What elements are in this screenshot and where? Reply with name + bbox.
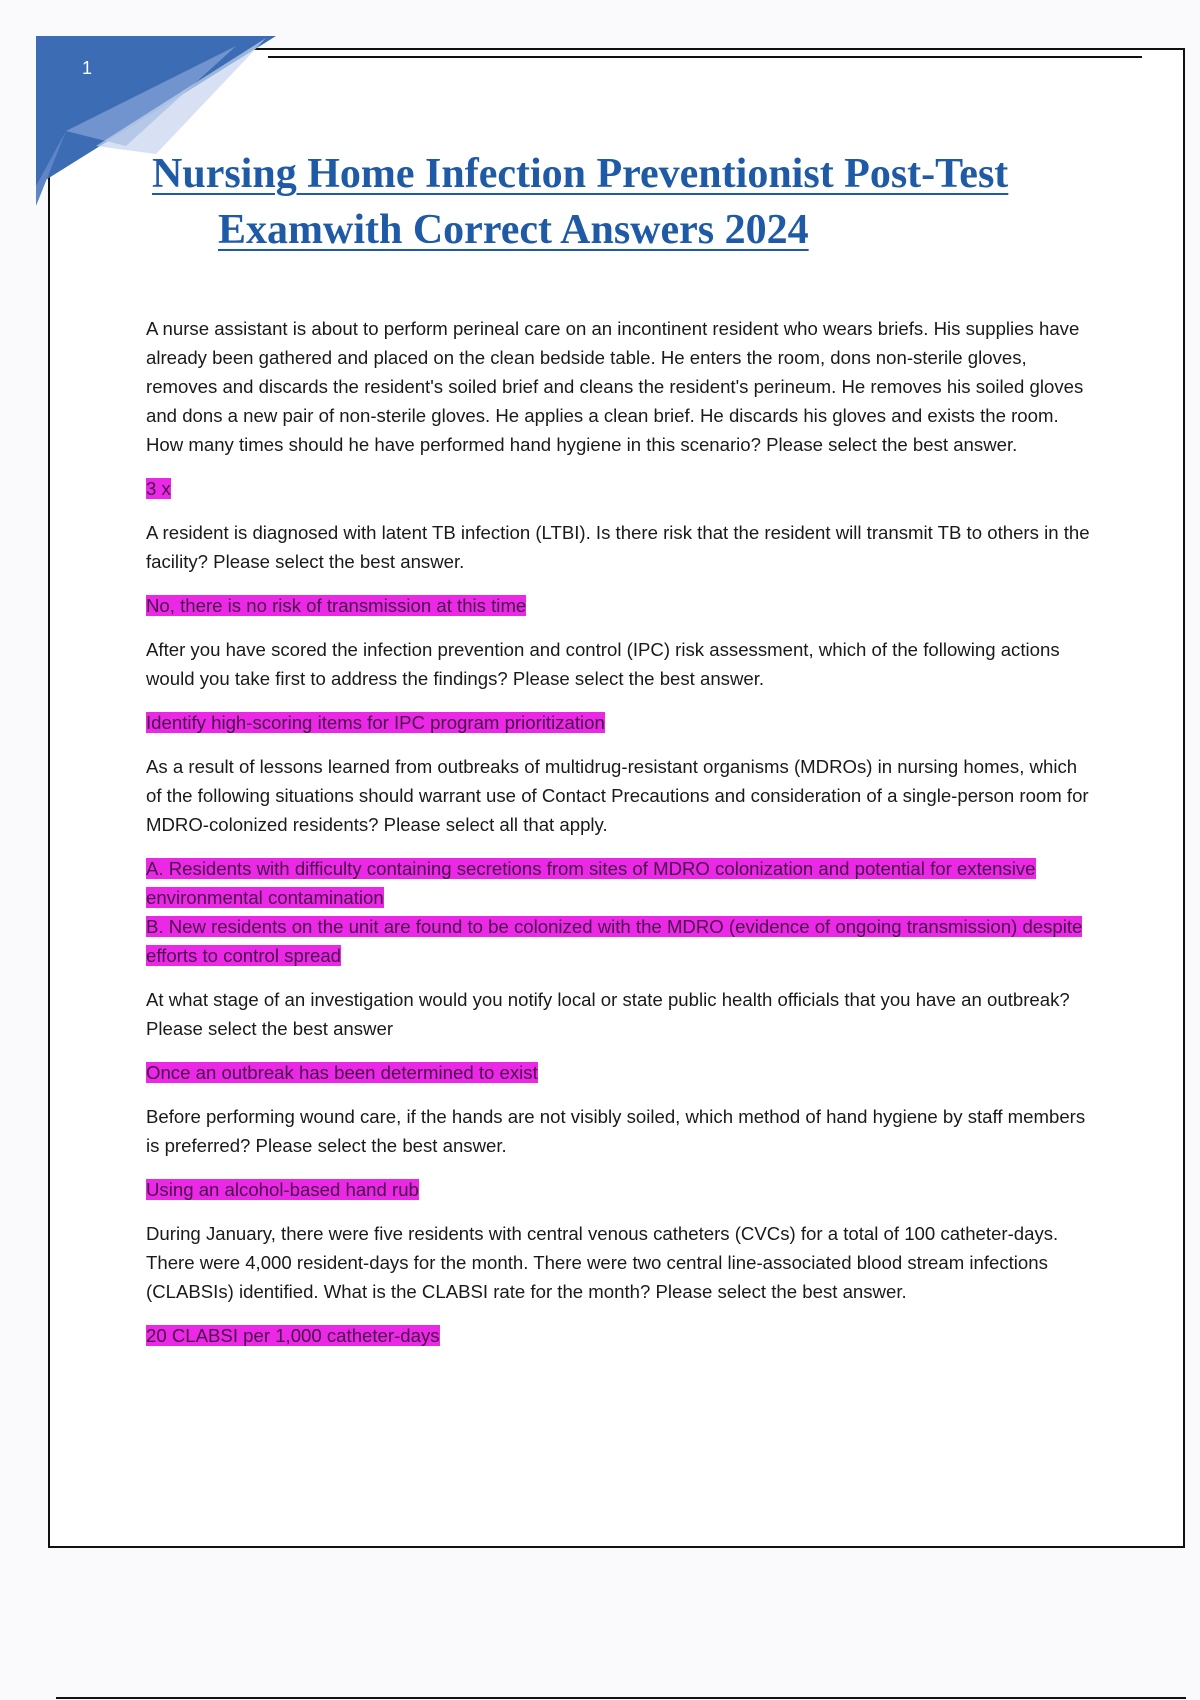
answer-2 bbox=[146, 591, 1096, 620]
qa-item-2 bbox=[146, 518, 1096, 620]
page-title bbox=[120, 146, 1100, 258]
answer-3 bbox=[146, 708, 1096, 737]
qa-item-5 bbox=[146, 985, 1096, 1087]
footer-rule bbox=[56, 1697, 1186, 1699]
answer-5 bbox=[146, 1058, 1096, 1087]
question-2: A resident is diagnosed with latent TB infection (LTBI). Is there risk that the resident will transmit TB to others in the facility? Please select the best answer. bbox=[146, 522, 1090, 572]
answer-5-text: Once an outbreak has been determined to exist bbox=[146, 1062, 538, 1083]
qa-item-7 bbox=[146, 1219, 1096, 1350]
answer-2-text: No, there is no risk of transmission at this time bbox=[146, 595, 527, 616]
qa-item-4 bbox=[146, 752, 1096, 970]
qa-item-3 bbox=[146, 635, 1096, 737]
answer-4b-text: B. New residents on the unit are found to be colonized with the MDRO (evidence of ongoing transmission) despite efforts to control spread bbox=[146, 916, 1083, 966]
answer-3-text: Identify high-scoring items for IPC program prioritization bbox=[146, 712, 605, 733]
answer-7-text: 20 CLABSI per 1,000 catheter-days bbox=[146, 1325, 440, 1346]
page-number: 1 bbox=[82, 58, 93, 78]
question-5: At what stage of an investigation would you notify local or state public health officials that you have an outbreak? Please select the best answer bbox=[146, 989, 1070, 1039]
question-7: During January, there were five residents with central venous catheters (CVCs) for a total of 100 catheter-days. There were 4,000 resident-days for the month. There were two central line-associated blood stream infections (CLABSIs) identified. What is the CLABSI rate for the month? Please select the best answer. bbox=[146, 1223, 1059, 1302]
answer-4 bbox=[146, 854, 1096, 970]
question-3: After you have scored the infection prevention and control (IPC) risk assessment, which of the following actions would you take first to address the findings? Please select the best answer. bbox=[146, 639, 1060, 689]
title-line-2: Examwith Correct Answers 2024 bbox=[218, 207, 809, 253]
answer-6 bbox=[146, 1175, 1096, 1204]
answer-7 bbox=[146, 1321, 1096, 1350]
answer-1 bbox=[146, 474, 1096, 503]
title-line-1: Nursing Home Infection Preventionist Post-Test bbox=[152, 151, 1009, 197]
qa-item-6 bbox=[146, 1102, 1096, 1204]
answer-1-text: 3 x bbox=[146, 478, 171, 499]
qa-item-1 bbox=[146, 314, 1096, 503]
qa-list bbox=[146, 314, 1096, 1365]
question-1: A nurse assistant is about to perform perineal care on an incontinent resident who wears briefs. His supplies have already been gathered and placed on the clean bedside table. He enters the room, dons non-sterile gloves, removes and discards the resident's soiled brief and cleans the resident's perineum. He removes his soiled gloves and dons a new pair of non-sterile gloves. He applies a clean brief. He discards his gloves and exists the room. How many times should he have performed hand hygiene in this scenario? Please select the best answer. bbox=[146, 318, 1084, 455]
question-6: Before performing wound care, if the hands are not visibly soiled, which method of hand hygiene by staff members is preferred? Please select the best answer. bbox=[146, 1106, 1086, 1156]
answer-6-text: Using an alcohol-based hand rub bbox=[146, 1179, 419, 1200]
question-4: As a result of lessons learned from outbreaks of multidrug-resistant organisms (MDROs) in nursing homes, which of the following situations should warrant use of Contact Precautions and consideration of a single-person room for MDRO-colonized residents? Please select all that apply. bbox=[146, 756, 1089, 835]
header-rule bbox=[268, 56, 1142, 58]
answer-4a-text: A. Residents with difficulty containing secretions from sites of MDRO colonization and potential for extensive environmental contamination bbox=[146, 858, 1036, 908]
